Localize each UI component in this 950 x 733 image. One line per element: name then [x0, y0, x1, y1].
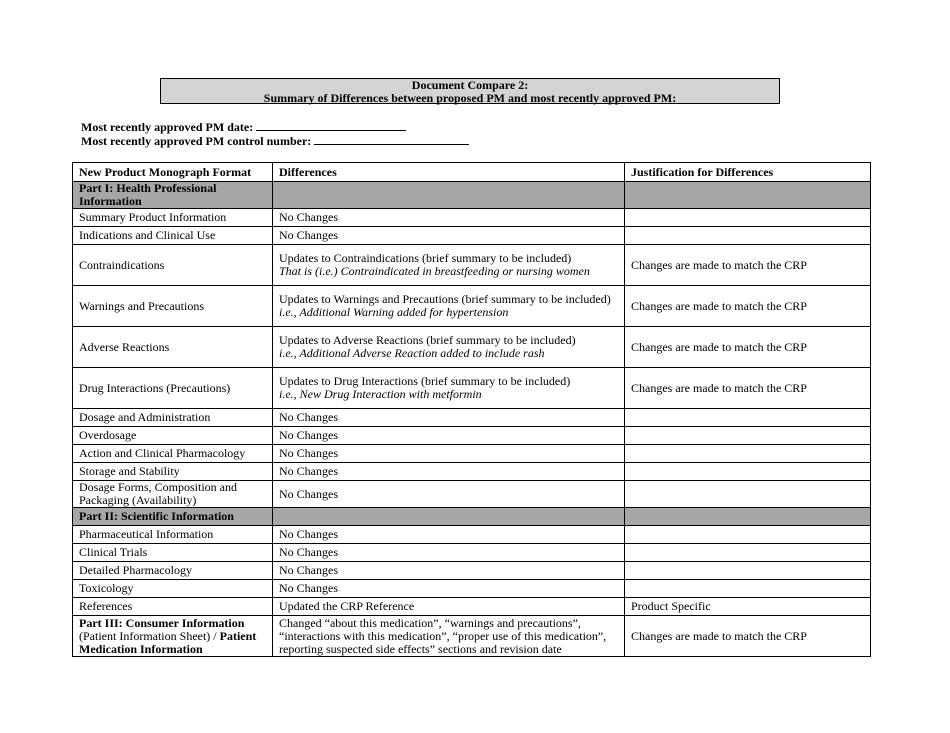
diff-cell: No Changes: [273, 580, 625, 598]
diff-example: i.e., New Drug Interaction with metformin: [279, 387, 482, 401]
approved-date-line: [81, 120, 469, 134]
just-cell: [625, 526, 871, 544]
diff-cell: [273, 286, 625, 327]
table-row: [73, 580, 871, 598]
differences-table: [72, 162, 871, 657]
table-row: [73, 598, 871, 616]
just-cell: [625, 409, 871, 427]
just-cell: [625, 562, 871, 580]
diff-cell: No Changes: [273, 209, 625, 227]
section-cell: Warnings and Precautions: [73, 286, 273, 327]
table-row: [73, 327, 871, 368]
diff-summary: Updates to Contraindications (brief summary to be included): [279, 251, 572, 265]
section-cell: Summary Product Information: [73, 209, 273, 227]
diff-cell: No Changes: [273, 227, 625, 245]
just-cell: Changes are made to match the CRP: [625, 327, 871, 368]
diff-cell: No Changes: [273, 526, 625, 544]
control-number-line: [81, 134, 469, 148]
part3-subtitle: (Patient Information Sheet) /: [79, 628, 220, 643]
document-title-line2: Summary of Differences between proposed PM and most recently approved PM:: [263, 91, 677, 105]
just-cell: [625, 227, 871, 245]
section-cell: Overdosage: [73, 427, 273, 445]
section-cell: Detailed Pharmacology: [73, 562, 273, 580]
table-row: [73, 368, 871, 409]
table-row: [73, 481, 871, 508]
approved-date-label: Most recently approved PM date:: [81, 120, 254, 134]
part2-row: [73, 508, 871, 526]
diff-example: That is (i.e.) Contraindicated in breastfeeding or nursing women: [279, 264, 590, 278]
diff-cell: No Changes: [273, 445, 625, 463]
table-row: [73, 209, 871, 227]
diff-cell: [273, 245, 625, 286]
diff-cell: No Changes: [273, 409, 625, 427]
just-cell: [625, 463, 871, 481]
control-number-label: Most recently approved PM control number:: [81, 134, 312, 148]
header-differences: Differences: [273, 163, 625, 182]
diff-cell: [273, 368, 625, 409]
section-cell: Toxicology: [73, 580, 273, 598]
part2-label: Part II: Scientific Information: [73, 508, 273, 526]
table-row: [73, 544, 871, 562]
document-title-box: [160, 78, 780, 104]
just-cell: [625, 445, 871, 463]
section-cell: Drug Interactions (Precautions): [73, 368, 273, 409]
just-cell: Changes are made to match the CRP: [625, 616, 871, 657]
section-cell: Dosage and Administration: [73, 409, 273, 427]
section-cell: Contraindications: [73, 245, 273, 286]
table-row: [73, 409, 871, 427]
just-cell: [625, 580, 871, 598]
just-cell: [625, 209, 871, 227]
table-row: [73, 463, 871, 481]
table-header-row: [73, 163, 871, 182]
table-row: [73, 245, 871, 286]
diff-cell: No Changes: [273, 463, 625, 481]
just-cell: [625, 544, 871, 562]
part3-pmi-title: Patient Medication Information: [79, 628, 257, 656]
just-cell: Changes are made to match the CRP: [625, 368, 871, 409]
table-row: [73, 427, 871, 445]
diff-cell: No Changes: [273, 544, 625, 562]
diff-summary: Updates to Warnings and Precautions (brief summary to be included): [279, 292, 611, 306]
part3-label-cell: [73, 616, 273, 657]
section-cell: Storage and Stability: [73, 463, 273, 481]
section-cell: Clinical Trials: [73, 544, 273, 562]
diff-summary: Updates to Drug Interactions (brief summary to be included): [279, 374, 571, 388]
diff-example: i.e., Additional Warning added for hypertension: [279, 305, 509, 319]
part3-title: Part III: Consumer Information: [79, 615, 245, 630]
table-row: [73, 526, 871, 544]
diff-cell: No Changes: [273, 481, 625, 508]
header-format: New Product Monograph Format: [73, 163, 273, 182]
section-cell: Adverse Reactions: [73, 327, 273, 368]
section-cell: Dosage Forms, Composition and Packaging (Availability): [73, 481, 273, 508]
section-cell: Action and Clinical Pharmacology: [73, 445, 273, 463]
just-cell: Product Specific: [625, 598, 871, 616]
control-number-blank[interactable]: [314, 134, 469, 145]
diff-cell: Updated the CRP Reference: [273, 598, 625, 616]
header-justification: Justification for Differences: [625, 163, 871, 182]
table-row: [73, 227, 871, 245]
just-cell: Changes are made to match the CRP: [625, 286, 871, 327]
approved-date-blank[interactable]: [256, 120, 406, 131]
table-row: [73, 445, 871, 463]
just-cell: Changes are made to match the CRP: [625, 245, 871, 286]
diff-cell: [273, 327, 625, 368]
table-row: [73, 562, 871, 580]
part3-row: [73, 616, 871, 657]
table-row: [73, 286, 871, 327]
diff-summary: Updates to Adverse Reactions (brief summary to be included): [279, 333, 576, 347]
just-cell: [625, 481, 871, 508]
pm-meta-block: [81, 120, 469, 148]
part1-label: Part I: Health Professional Information: [73, 182, 273, 209]
part1-row: [73, 182, 871, 209]
section-cell: Pharmaceutical Information: [73, 526, 273, 544]
section-cell: Indications and Clinical Use: [73, 227, 273, 245]
just-cell: [625, 427, 871, 445]
section-cell: References: [73, 598, 273, 616]
diff-example: i.e., Additional Adverse Reaction added to include rash: [279, 346, 545, 360]
diff-cell: No Changes: [273, 562, 625, 580]
diff-cell: No Changes: [273, 427, 625, 445]
diff-cell: Changed “about this medication”, “warnings and precautions”, “interactions with this medication”, “proper use of this medication”, reporting suspected side effects” sections and revision date: [273, 616, 625, 657]
document-title-line1: Document Compare 2:: [411, 78, 529, 92]
